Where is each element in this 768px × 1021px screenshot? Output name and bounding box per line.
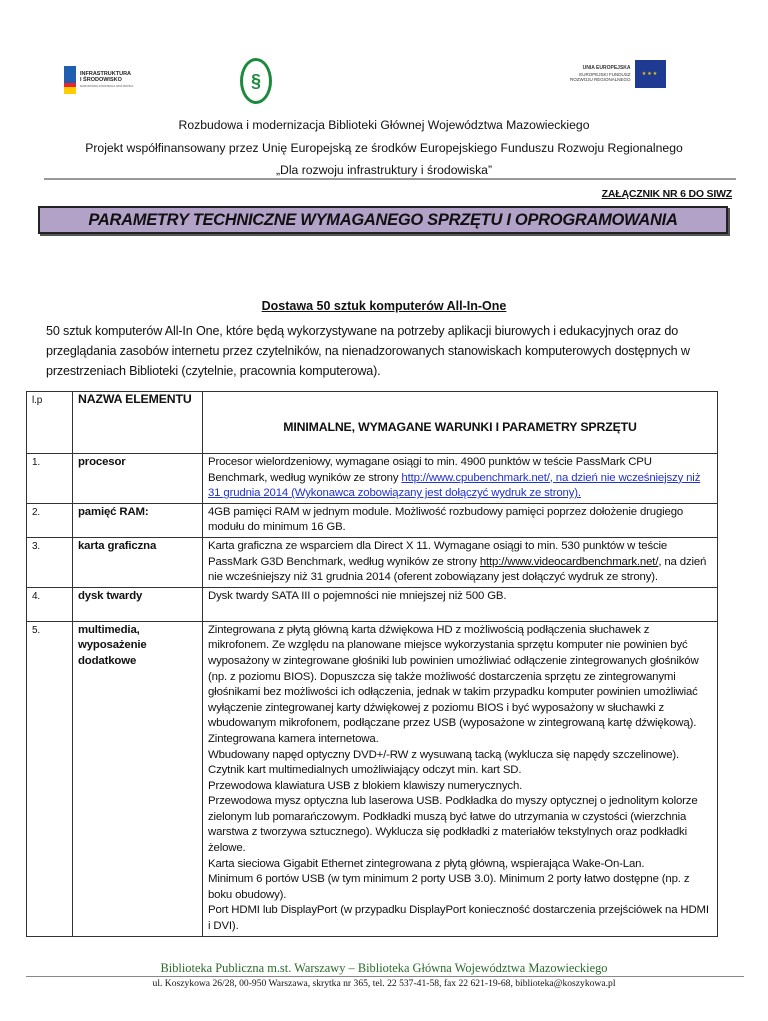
desc-paragraph: Zintegrowana z płytą główną karta dźwiękowa HD z możliwością podłączenia słuchawek z mikrofonem. Ze względu na planowane miejsce wykorzystania sprzętu komputer nie powinien być wyposażony w zintegrowane głośniki lub powinien umożliwiać odłączenie zintegrowanych głośników (np. z poziomu BIOS). Dopuszcza się także możliwość dostarczenia sprzętu ze zintegrowanymi głośnikami bez możliwości ich odłączenia, jednak w takim przypadku komputer powinien umożliwiać wyłączenie zintegrowanej karty dźwiękowej z poziomu BIOS i być wyposażony w słuchawki z wbudowanym mikrofonem, podłączane przez USB (wyposażone w zintegrowaną kartę dźwiękową).: [208, 623, 699, 730]
table-row: [27, 587, 718, 621]
attachment-label: ZAŁĄCZNIK NR 6 DO SIWZ: [601, 188, 732, 200]
desc-paragraph: Port HDMI lub DisplayPort (w przypadku DisplayPort konieczność dostarczenia przejściówek na HDMI i DVI).: [208, 904, 709, 933]
header-name: NAZWA ELEMENTU: [73, 392, 203, 454]
desc-paragraph: Przewodowa mysz optyczna lub laserowa USB. Podkładka do myszy optycznej o jednolitym kolorze zielonym lub pomarańczowym. Podkładki muszą być łatwe do utrzymania w czystości (wierzchnia warstwa z tworzywa sztucznego). Wyklucza się podkładki z materiałów tekstylnych oraz podkładki żelowe.: [208, 795, 698, 855]
header-desc: MINIMALNE, WYMAGANE WARUNKI I PARAMETRY SPRZĘTU: [203, 392, 718, 454]
library-seal-logo: §: [240, 58, 272, 104]
header-line-1: Rozbudowa i modernizacja Biblioteki Głównej Województwa Mazowieckiego: [178, 118, 590, 132]
logo-text: I ŚRODOWISKO: [80, 77, 122, 83]
table-row: [27, 621, 718, 936]
logo-subtext: NARODOWA STRATEGIA SPÓJNOŚCI: [80, 84, 134, 88]
table-header: [27, 392, 718, 454]
table-row: [27, 454, 718, 504]
desc-paragraph: Minimum 6 portów USB (w tym minimum 2 porty USB 3.0). Minimum 2 porty łatwo dostępne (np. z boku obudowy).: [208, 873, 690, 901]
videocardbenchmark-link[interactable]: http://www.videocardbenchmark.net/: [479, 555, 659, 568]
logo-text: INFRASTRUKTURA: [80, 71, 132, 77]
footer-address: ul. Koszykowa 26/28, 00-950 Warszawa, skrytka nr 365, tel. 22 537-41-58, fax 22 621-19-68, biblioteka@koszykowa.pl: [152, 977, 616, 989]
row-number: 3.: [27, 537, 73, 587]
specs-table: [26, 391, 718, 937]
desc-text: Karta graficzna ze wsparciem dla Direct X 11. Wymagane osiągi to min. 530 punktów w teście PassMark G3D Benchmark, według wyników ze strony: [208, 539, 668, 568]
row-desc: Dysk twardy SATA III o pojemności nie mniejszej niż 500 GB.: [203, 587, 718, 621]
subtitle: Dostawa 50 sztuk komputerów All-In-One: [261, 299, 507, 313]
row-number: 5.: [27, 621, 73, 936]
header-lp: l.p: [27, 392, 73, 454]
eu-flag-icon: ★★★: [635, 60, 666, 88]
desc-paragraph: Zintegrowana kamera internetowa.: [208, 732, 379, 745]
row-name: procesor: [73, 454, 203, 504]
table-row: [27, 537, 718, 587]
row-desc: [203, 537, 718, 587]
row-number: 1.: [27, 454, 73, 504]
row-name: dysk twardy: [73, 587, 203, 621]
cpubenchmark-link[interactable]: http://www.cpubenchmark.net/, na dzień nie wcześniejszy niż 31 grudnia 2014 (Wykonawca zobowiązany jest dołączyć wydruk ze strony).: [208, 471, 701, 500]
header-line-2: Projekt współfinansowany przez Unię Europejską ze środków Europejskiego Funduszu Rozwoju Regionalnego: [85, 141, 683, 155]
eu-text: EUROPEJSKI FUNDUSZ: [579, 71, 631, 77]
title-banner: PARAMETRY TECHNICZNE WYMAGANEGO SPRZĘTU I OPROGRAMOWANIA: [38, 206, 728, 234]
desc-paragraph: Czytnik kart multimedialnych umożliwiający odczyt min. kart SD.: [208, 764, 522, 777]
desc-text: , na dzień nie wcześniejszy niż 31 grudnia 2014 (oferent zobowiązany jest dołączyć wydruk ze strony).: [208, 555, 707, 584]
row-number: 4.: [27, 587, 73, 621]
row-number: 2.: [27, 503, 73, 537]
eu-text: ROZWOJU REGIONALNEGO: [570, 77, 631, 83]
desc-paragraph: Przewodowa klawiatura USB z blokiem klawiszy numerycznych.: [208, 779, 523, 792]
row-desc: [203, 621, 718, 936]
row-desc: 4GB pamięci RAM w jednym module. Możliwość rozbudowy pamięci poprzez dołożenie drugiego modułu do minimum 16 GB.: [203, 503, 718, 537]
table-row: [27, 503, 718, 537]
header-line-3: „Dla rozwoju infrastruktury i środowiska”: [275, 163, 493, 177]
intro-paragraph: 50 sztuk komputerów All-In One, które będą wykorzystywane na potrzeby aplikacji biurowych i edukacyjnych oraz do przeglądania zasobów internetu przez czytelników, na nienadzorowanych stanowiskach komputerowych dostępnych w przestrzeniach Biblioteki (czytelnie, pracownia komputerowa).: [46, 324, 690, 378]
row-name: multimedia, wyposażenie dodatkowe: [73, 621, 203, 936]
eu-title: UNIA EUROPEJSKA: [582, 65, 631, 72]
desc-paragraph: Karta sieciowa Gigabit Ethernet zintegrowana z płytą główną, wspierająca Wake-On-Lan.: [208, 857, 645, 870]
row-desc: [203, 454, 718, 504]
row-name: karta graficzna: [73, 537, 203, 587]
row-name: pamięć RAM:: [73, 503, 203, 537]
footer-library-name: Biblioteka Publiczna m.st. Warszawy – Biblioteka Główna Województwa Mazowieckiego: [160, 960, 608, 975]
desc-text: Procesor wielordzeniowy, wymagane osiągi to min. 4900 punktów w teście PassMark CPU Benchmark, według wyników ze strony: [208, 456, 652, 484]
desc-paragraph: Wbudowany napęd optyczny DVD+/-RW z wysuwaną tacką (wyklucza się napędy szczelinowe).: [208, 748, 680, 761]
